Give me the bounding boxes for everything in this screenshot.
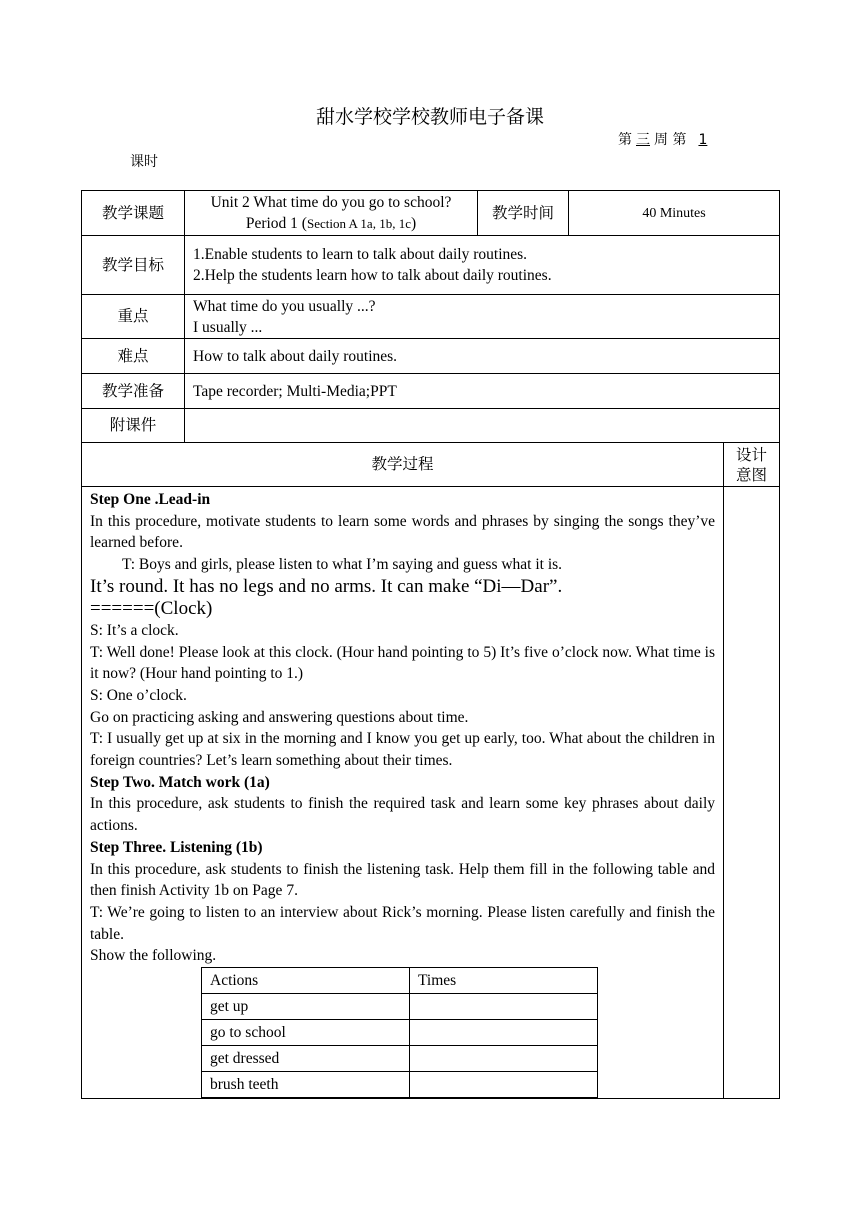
- difficulty-label: 难点: [82, 339, 185, 374]
- prep-value: Tape recorder; Multi-Media;PPT: [185, 374, 780, 409]
- period-suffix: 课时: [130, 154, 158, 170]
- key-value: [185, 295, 780, 339]
- step3-title: Step Three. Listening (1b): [90, 838, 263, 856]
- time-cell: [410, 994, 598, 1020]
- action-cell: go to school: [202, 1020, 410, 1046]
- action-cell: brush teeth: [202, 1072, 410, 1098]
- col-times: Times: [410, 968, 598, 994]
- process-label: 教学过程: [82, 443, 724, 487]
- week-period-line: [618, 129, 711, 149]
- topic-label: 教学课题: [82, 191, 185, 236]
- topic-line2-small: Section A 1a, 1b, 1c: [306, 216, 411, 231]
- time-cell: [410, 1020, 598, 1046]
- design-label-2: 意图: [736, 465, 768, 484]
- step1-p8: Go on practicing asking and answering questions about time.: [90, 708, 469, 726]
- design-label-1: 设计: [736, 445, 768, 464]
- step3-p3: Show the following.: [90, 947, 217, 965]
- goal-2: 2.Help the students learn how to talk about daily routines.: [193, 267, 552, 284]
- step2-p1: In this procedure, ask students to finish the required task and learn some key phrases about daily actions.: [90, 795, 715, 835]
- step3-p2: T: We’re going to listen to an interview about Rick’s morning. Please listen carefully and finish the table.: [90, 903, 715, 943]
- topic-row: [82, 191, 780, 236]
- step3-p1: In this procedure, ask students to finish the listening task. Help them fill in the following table and then finish Activity 1b on Page 7.: [90, 860, 715, 900]
- prep-row: [82, 374, 780, 409]
- attach-value: [185, 409, 780, 443]
- step2-title: Step Two. Match work (1a): [90, 773, 270, 791]
- action-cell: get up: [202, 994, 410, 1020]
- step1-p7: S: One o’clock.: [90, 686, 187, 704]
- prep-label: 教学准备: [82, 374, 185, 409]
- inner-header-row: [202, 968, 598, 994]
- goal-label: 教学目标: [82, 236, 185, 295]
- step1-p4: ======(Clock): [90, 597, 213, 619]
- attach-label: 附课件: [82, 409, 185, 443]
- process-row: [82, 487, 780, 1099]
- table-row: [202, 1072, 598, 1098]
- step1-p9: T: I usually get up at six in the morning and I know you get up early, too. What about the children in foreign countries? Let’s learn something about their times.: [90, 730, 715, 770]
- table-row: [202, 1046, 598, 1072]
- topic-line2-main: Period 1 (: [245, 215, 307, 232]
- step1-p2: T: Boys and girls, please listen to what I’m saying and guess what it is.: [122, 556, 563, 574]
- key-2: I usually ...: [193, 318, 263, 336]
- process-header-row: [82, 443, 780, 487]
- time-label: 教学时间: [478, 191, 569, 236]
- step1-p3: It’s round. It has no legs and no arms. It can make “Di—Dar”.: [90, 575, 563, 597]
- week-value: 三: [636, 132, 650, 148]
- topic-line2: [193, 213, 469, 234]
- key-1: What time do you usually ...?: [193, 297, 376, 315]
- attach-row: [82, 409, 780, 443]
- actions-times-table: [201, 967, 598, 1098]
- week-mid: 周 第: [654, 132, 687, 148]
- topic-line2-end: ): [410, 215, 417, 232]
- difficulty-value: How to talk about daily routines.: [185, 339, 780, 374]
- goal-1: 1.Enable students to learn to talk about daily routines.: [193, 246, 528, 263]
- step1-p1: In this procedure, motivate students to learn some words and phrases by singing the songs they’ve learned before.: [90, 512, 715, 552]
- time-value: 40 Minutes: [569, 191, 780, 236]
- key-label: 重点: [82, 295, 185, 339]
- step1-p6: T: Well done! Please look at this clock. (Hour hand pointing to 5) It’s five o’clock now. What time is it now? (Hour hand pointing to 1.): [90, 643, 715, 683]
- goal-row: [82, 236, 780, 295]
- topic-value: [185, 191, 478, 236]
- table-row: [202, 1020, 598, 1046]
- step1-title: Step One .Lead-in: [90, 491, 211, 508]
- lesson-plan-table: [81, 190, 780, 1099]
- week-prefix: 第: [618, 132, 632, 148]
- time-cell: [410, 1072, 598, 1098]
- process-content: [82, 487, 724, 1099]
- step1-p5: S: It’s a clock.: [90, 621, 179, 639]
- page-title: 甜水学校学校教师电子备课: [315, 106, 544, 128]
- design-intent-cell: [724, 487, 780, 1099]
- table-row: [202, 994, 598, 1020]
- col-actions: Actions: [202, 968, 410, 994]
- time-cell: [410, 1046, 598, 1072]
- topic-line1: Unit 2 What time do you go to school?: [210, 194, 452, 211]
- period-value: 1: [698, 132, 708, 148]
- action-cell: get dressed: [202, 1046, 410, 1072]
- difficulty-row: [82, 339, 780, 374]
- goal-value: [185, 236, 780, 295]
- key-row: [82, 295, 780, 339]
- design-label: [724, 443, 780, 487]
